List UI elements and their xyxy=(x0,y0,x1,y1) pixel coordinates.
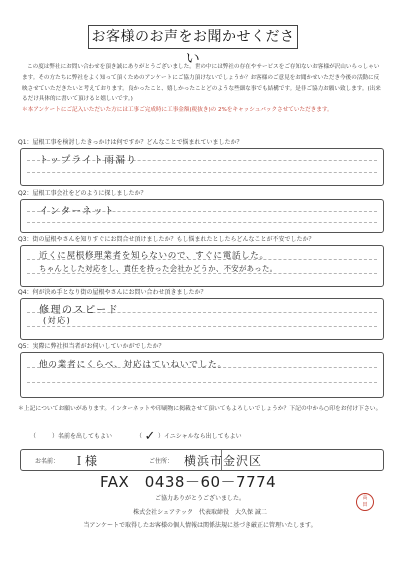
intro-section xyxy=(22,62,382,116)
consent-option-name[interactable]: （ ）名前を出してもよい xyxy=(30,433,113,440)
consent-option-initial[interactable]: （ ✓ ）イニシャルなら出してもよい xyxy=(135,429,242,444)
q1-answer-box[interactable] xyxy=(20,148,384,186)
q5-answer-line-1: 他の業者にくらべ、対応はていねいでした。 xyxy=(39,360,227,370)
q4-answer-line-2: (対応) xyxy=(43,316,72,325)
q4-answer-box[interactable] xyxy=(20,298,384,340)
address-value: 横浜市金沢区 xyxy=(184,454,263,468)
cashback-note: ＊本アンケートにご記入いただいた方には工事ご完成時に工事金額(税抜き)の 2%をキャッシュバックさせていただきます。 xyxy=(22,107,333,114)
consent-options xyxy=(30,429,242,444)
q5-answer-box[interactable] xyxy=(20,352,384,398)
consent-text: ＊上記についてお願いがあります。インターネットや印刷物に掲載させて頂いてもよろしいでしょうか？下記の中から○印をお付け下さい。 xyxy=(18,406,382,412)
fax-number: FAX 0438－60－7774 xyxy=(100,473,277,491)
q2-answer-box[interactable] xyxy=(20,199,384,233)
q3-answer-line-2: ちゃんとした対応をし、責任を持った会社かどうか、不安があった。 xyxy=(39,264,278,273)
footer-company: 株式会社シェアテック 代表取締役 大久保 誠二 xyxy=(133,509,267,516)
check-mark-icon: ✓ xyxy=(144,429,156,444)
q1-answer-line-1: トップライト雨漏り xyxy=(39,155,138,166)
q5-label: Q5：実際に弊社担当者がお伺いしていかがでしたか？ xyxy=(18,343,165,350)
q4-label: Q4：何が決め手となり街の屋根やさんにお問い合わせ頂きましたか？ xyxy=(18,289,207,296)
page-title: お客様のお声をお聞かせください xyxy=(88,25,298,49)
stamp-top: 高 xyxy=(362,495,368,501)
answer-rule xyxy=(27,222,377,223)
address-label: ご住所： xyxy=(149,458,174,465)
intro-paragraph: この度は弊社にお問い合わせを頂き誠にありがとうございました。世の中には弊社の存在やサービスをご存知ないお客様が沢山いらっしゃいます。その方たちに弊社をよく知って頂くためのアンケートにご協力頂けないでしょうか？お客様のご意見をお聞かせいただき今後の活動に反映させていただきたいと考えております。良かったこと、嬉しかったことどのような些細な事でも結構です。是非ご協力お願い致します。(出来るだけ具体的に書いて頂けると嬉しいです。) xyxy=(22,64,381,103)
seal-stamp-icon xyxy=(356,493,374,511)
stamp-bottom: 田 xyxy=(362,502,368,508)
name-address-box[interactable] xyxy=(20,449,384,471)
option-name-label: 名前を出してもよい xyxy=(58,433,113,440)
q3-answer-line-1: 近くに屋根修理業者を知らないので、すぐに電話した。 xyxy=(39,251,269,261)
option-initial-label: イニシャルなら出してもよい xyxy=(164,433,242,440)
footer-thanks: ご協力ありがとうございました。 xyxy=(154,495,245,502)
q4-answer-line-1: 修理のスピード xyxy=(39,305,120,316)
q2-label: Q2：屋根工事会社をどのように探しましたか？ xyxy=(18,190,147,197)
answer-rule xyxy=(27,172,377,173)
q1-label: Q1：屋根工事を検討したきっかけは何ですか？どんなことで悩まれていましたか？ xyxy=(18,139,243,146)
answer-rule xyxy=(27,326,377,327)
q2-answer-line-1: インターネット xyxy=(39,206,116,217)
q3-answer-box[interactable] xyxy=(20,245,384,287)
answer-rule xyxy=(27,382,377,383)
option-initial-mark xyxy=(142,429,158,444)
name-label: お名前： xyxy=(35,458,60,465)
q3-label: Q3：街の屋根やさんを知りすぐにお問合せ頂けましたか？もし悩まれたとしたらどんなことが不安でしたか？ xyxy=(18,236,315,243)
name-value: Ｉ様 xyxy=(73,454,98,468)
footer-privacy: 当アンケートで取得したお客様の個人情報は関係法規に基づき厳正に管理いたします。 xyxy=(83,522,317,529)
